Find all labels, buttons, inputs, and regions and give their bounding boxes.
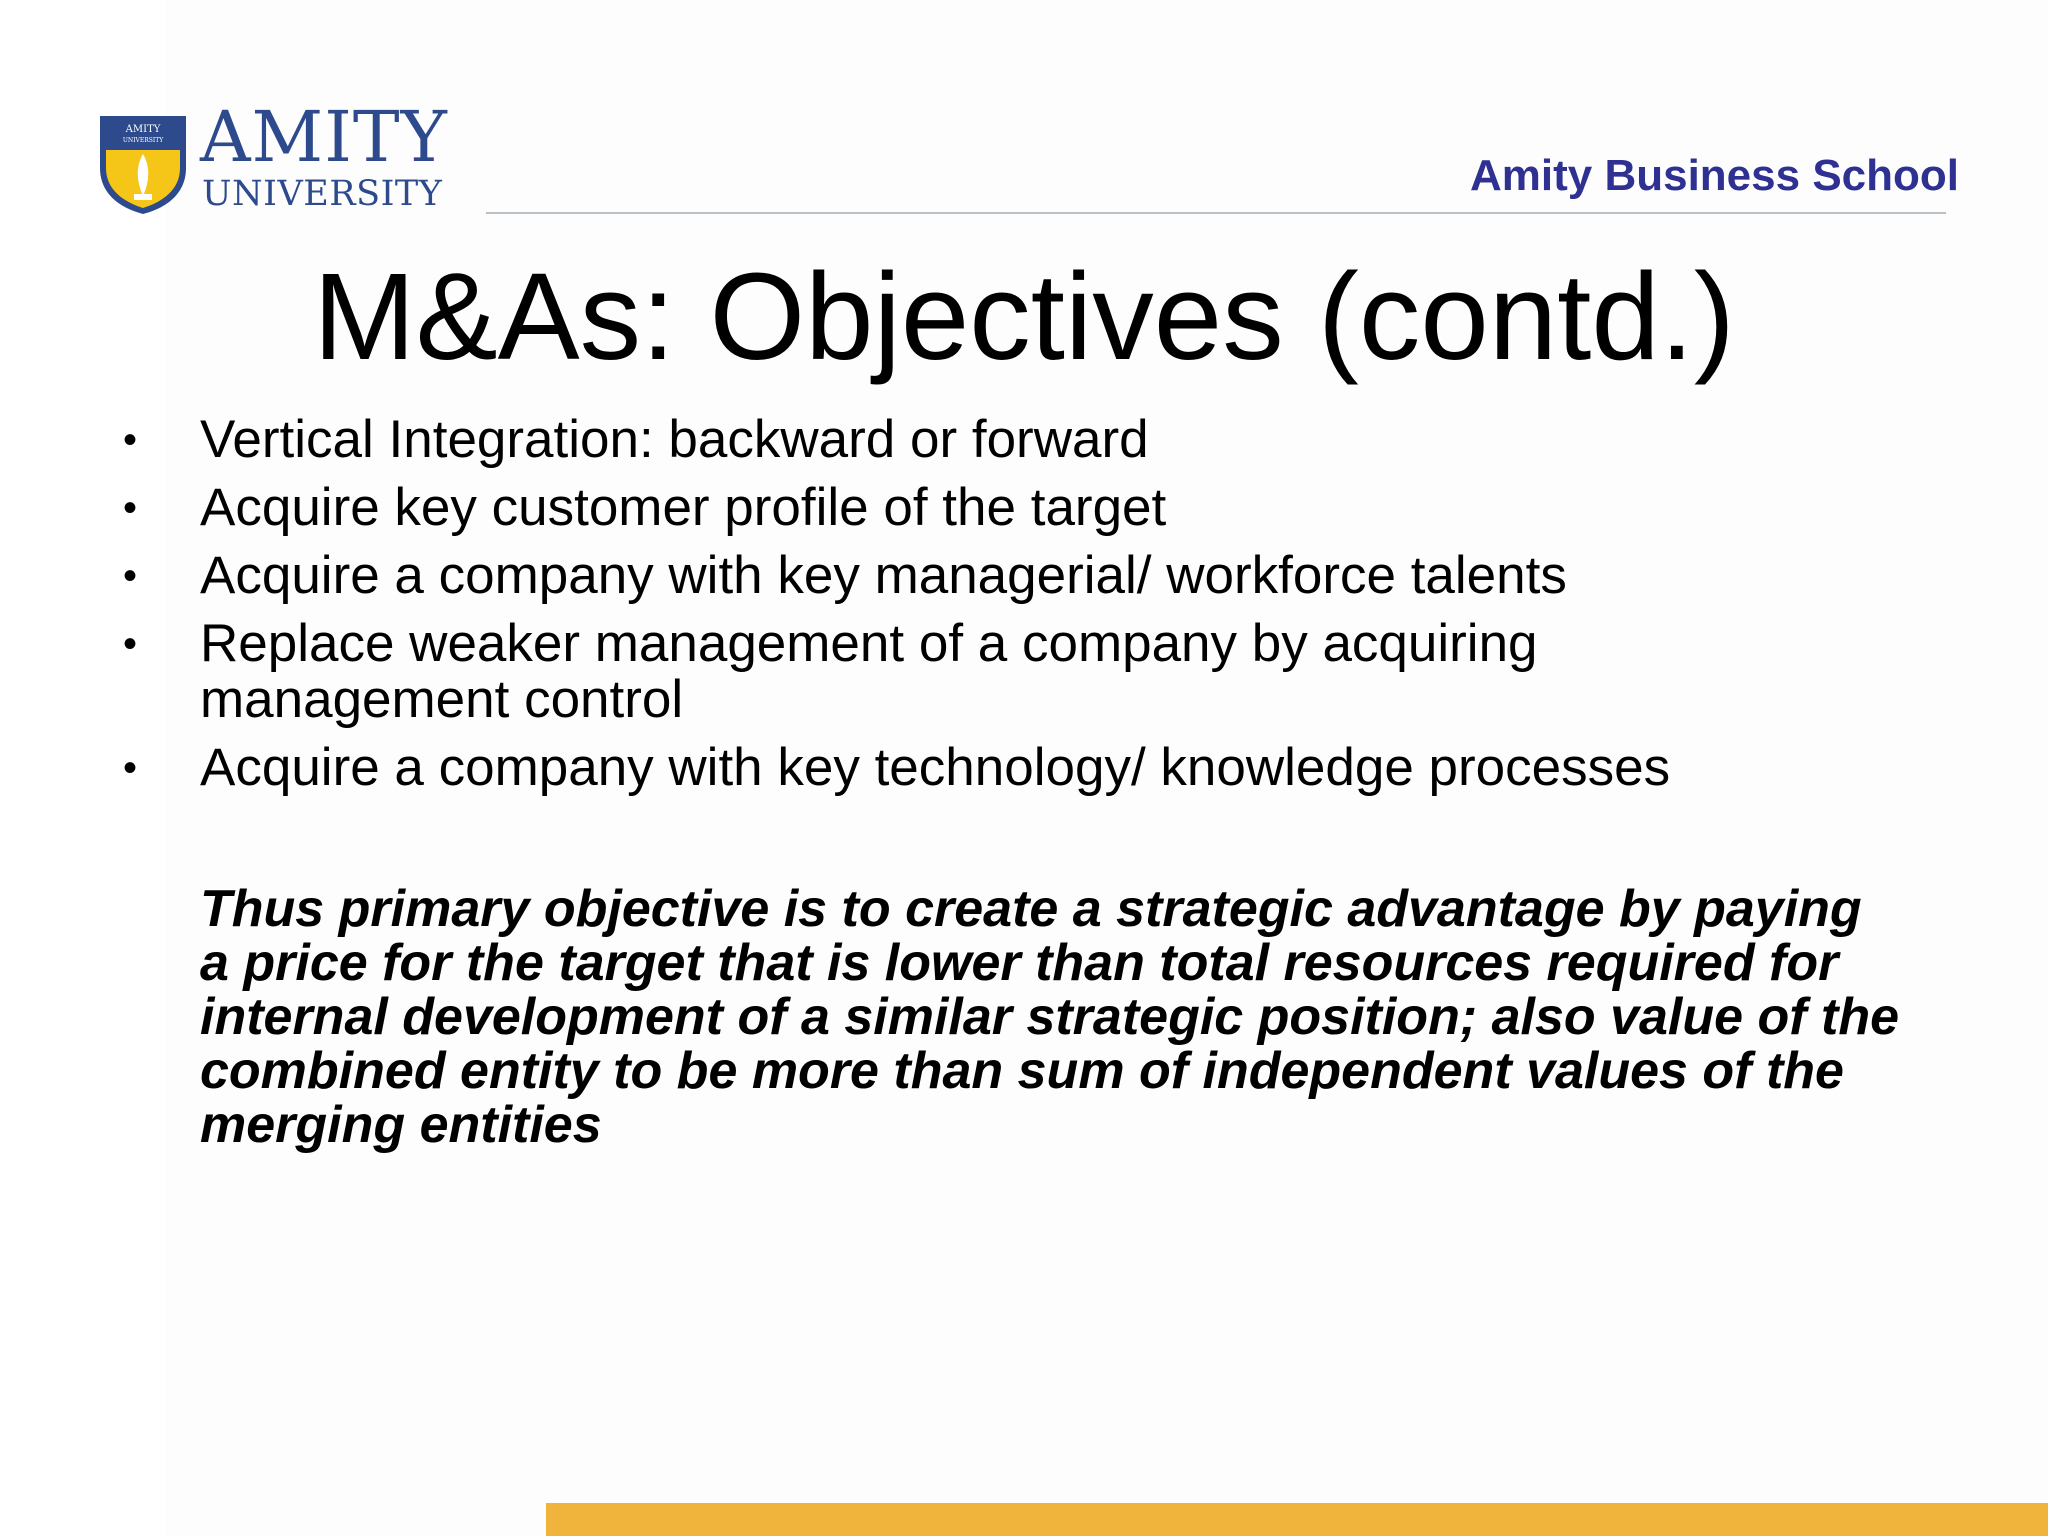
svg-text:UNIVERSITY: UNIVERSITY: [122, 137, 164, 144]
bullet-item: [120, 740, 1880, 796]
bullet-list: [120, 412, 1880, 808]
bullet-text: Acquire a company with key managerial/ workforce talents: [200, 546, 1567, 605]
bullet-item: [120, 412, 1880, 468]
logo-wordmark-amity: AMITY: [200, 96, 448, 178]
bullet-item: [120, 616, 1880, 728]
bullet-item: [120, 480, 1880, 536]
bullet-text: Vertical Integration: backward or forward: [200, 410, 1149, 469]
slide-title: M&As: Objectives (contd.): [313, 249, 1735, 386]
bullet-icon: •: [123, 746, 138, 790]
bullet-icon: •: [123, 486, 138, 530]
conclusion-text: Thus primary objective is to create a strategic advantage by paying a price for the target that is lower than total resources required for internal development of a similar strategic position; also value of the combined entity to be more than sum of independent values of the merging entities: [200, 880, 1900, 1154]
logo-wordmark-university: UNIVERSITY: [202, 174, 443, 214]
header-divider: [486, 212, 1946, 214]
bullet-item: [120, 548, 1880, 604]
bullet-icon: •: [123, 418, 138, 462]
university-shield-icon: [96, 110, 190, 216]
amity-university-logo: [96, 96, 448, 218]
bullet-text: Replace weaker management of a company by acquiring management control: [200, 614, 1538, 729]
school-name: Amity Business School: [1469, 151, 1959, 200]
bullet-text: Acquire key customer profile of the target: [200, 478, 1167, 537]
bullet-text: Acquire a company with key technology/ knowledge processes: [200, 738, 1671, 797]
footer-accent-bar: [546, 1503, 2048, 1536]
bullet-icon: •: [123, 554, 138, 598]
svg-text:AMITY: AMITY: [125, 124, 161, 135]
bullet-icon: •: [123, 622, 138, 666]
